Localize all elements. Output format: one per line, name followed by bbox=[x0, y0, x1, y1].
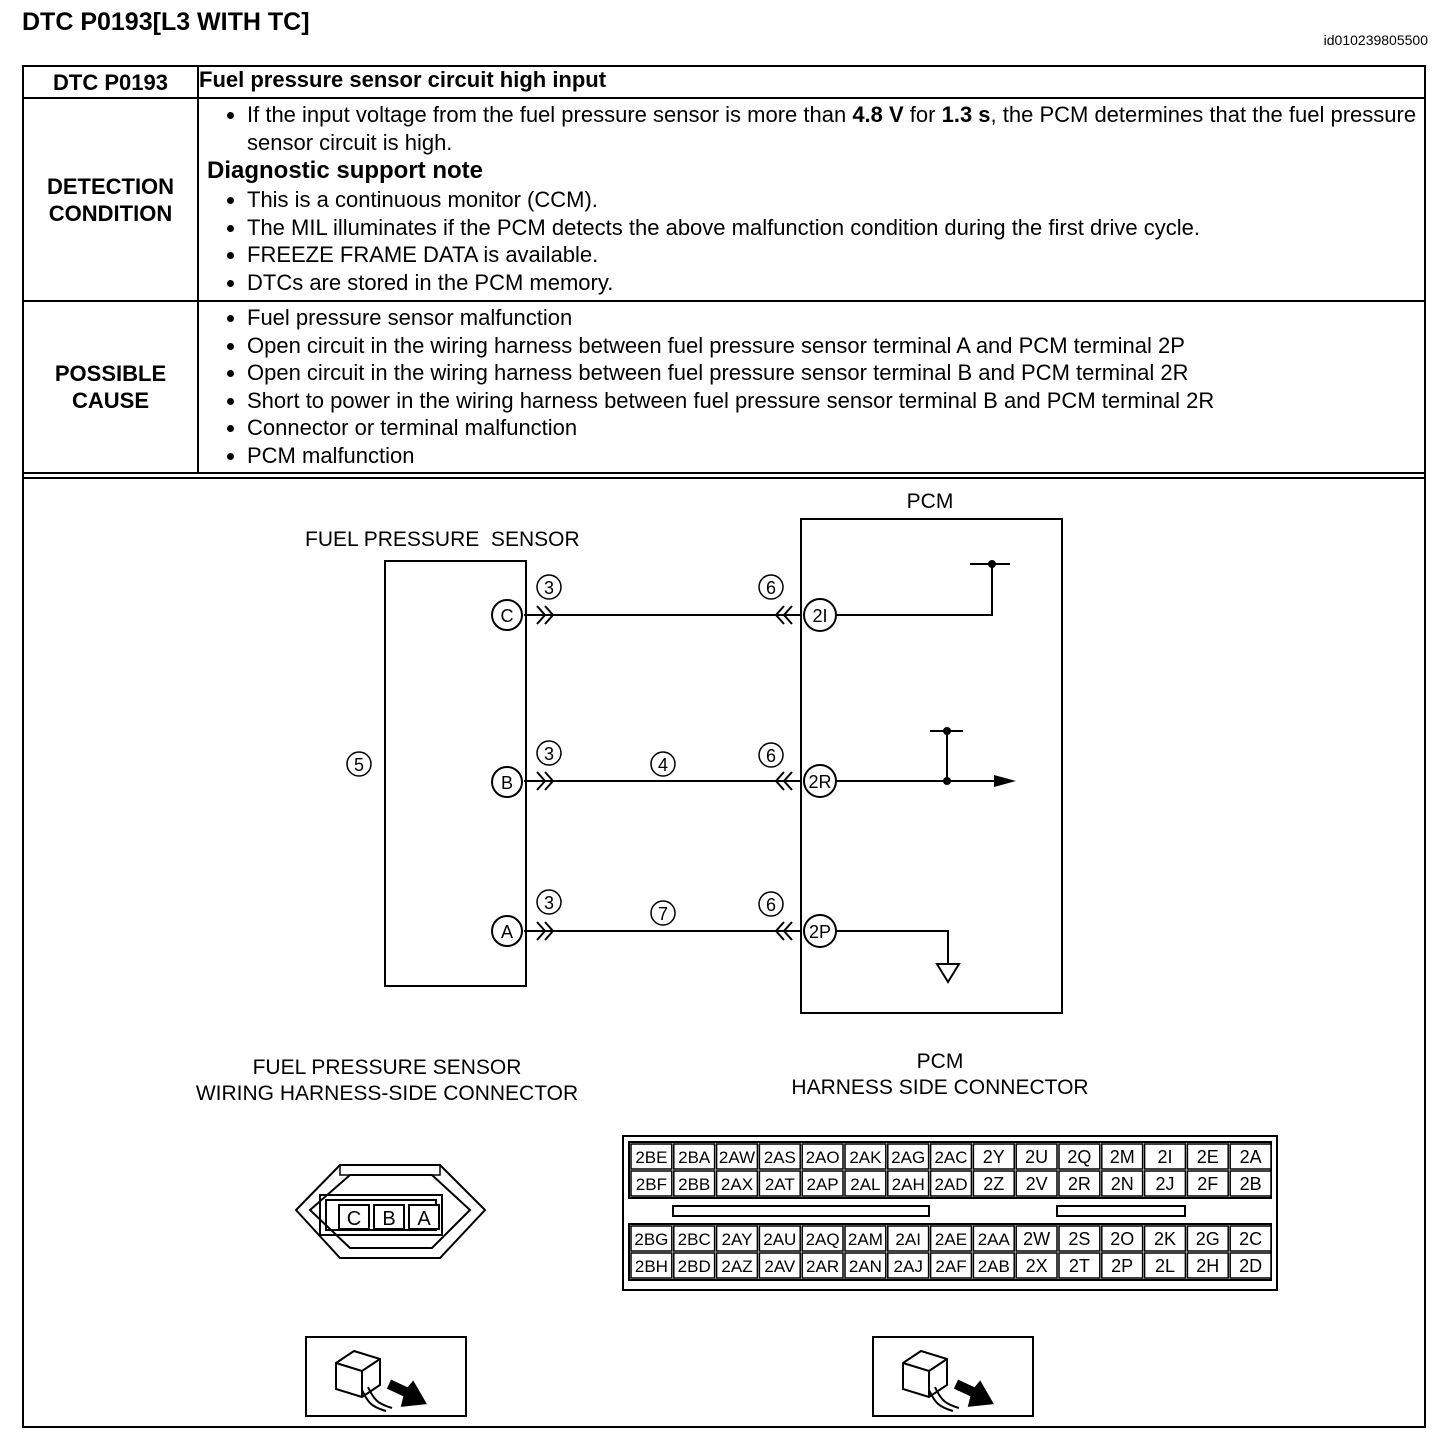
pcm-pin-label: 2AI bbox=[895, 1230, 921, 1249]
pcm-pin bbox=[631, 1253, 672, 1278]
callout-4 bbox=[651, 752, 675, 776]
svg-text:2I: 2I bbox=[812, 606, 828, 626]
pcm-pin bbox=[802, 1226, 843, 1251]
diagnostic-note-heading: Diagnostic support note bbox=[207, 157, 483, 184]
sensor-terminal-a bbox=[492, 916, 522, 946]
pcm-pin-label: 2W bbox=[1023, 1229, 1051, 1249]
pcm-pin bbox=[759, 1226, 800, 1251]
pcm-label: PCM bbox=[906, 490, 954, 513]
pcm-pin bbox=[1230, 1253, 1271, 1278]
note-item: • This is a continuous monitor (CCM). bbox=[247, 186, 1424, 214]
svg-text:6: 6 bbox=[765, 746, 777, 766]
pcm-pin bbox=[1230, 1144, 1271, 1169]
pcm-pin bbox=[717, 1171, 758, 1196]
pcm-terminal-2p bbox=[804, 915, 836, 947]
pcm-pin-label: 2Q bbox=[1067, 1147, 1092, 1167]
pcm-pin bbox=[674, 1253, 715, 1278]
pcm-pin bbox=[973, 1171, 1014, 1196]
pcm-pin-label: 2F bbox=[1197, 1174, 1219, 1194]
pcm-pin bbox=[888, 1226, 929, 1251]
callout-6 bbox=[759, 575, 783, 599]
pcm-pin-label: 2AE bbox=[934, 1230, 968, 1249]
pcm-pin bbox=[931, 1253, 972, 1278]
pcm-pin-label: 2K bbox=[1153, 1229, 1177, 1249]
pcm-pin bbox=[631, 1226, 672, 1251]
pcm-pin bbox=[1145, 1226, 1186, 1251]
pcm-pin-label: 2AF bbox=[935, 1257, 967, 1276]
pcm-pin-label: 2AO bbox=[805, 1148, 840, 1167]
pcm-pin bbox=[931, 1144, 972, 1169]
pcm-pin-label: 2R bbox=[1067, 1174, 1091, 1194]
pcm-pin bbox=[1059, 1171, 1100, 1196]
pcm-pin-label: 2Y bbox=[982, 1147, 1005, 1167]
svg-text:C: C bbox=[346, 1208, 362, 1230]
pcm-pin-label: 2BH bbox=[634, 1257, 668, 1276]
cause-label-line2: CAUSE bbox=[71, 388, 149, 413]
callout-3 bbox=[537, 741, 561, 765]
pcm-pin bbox=[802, 1171, 843, 1196]
pcm-pin bbox=[717, 1226, 758, 1251]
pcm-pin-label: 2BD bbox=[677, 1257, 711, 1276]
detection-label-line2: CONDITION bbox=[48, 200, 173, 226]
svg-text:6: 6 bbox=[765, 578, 777, 598]
pcm-pin bbox=[1145, 1144, 1186, 1169]
callout-5-num: 5 bbox=[353, 755, 365, 775]
pcm-pin bbox=[759, 1144, 800, 1169]
pcm-pin-label: 2AN bbox=[848, 1257, 882, 1276]
svg-text:A: A bbox=[417, 1208, 431, 1230]
pcm-pin-label: 2D bbox=[1239, 1256, 1263, 1276]
svg-text:7: 7 bbox=[657, 904, 669, 924]
cause-item: • Open circuit in the wiring harness between fuel pressure sensor terminal A and PCM terminal 2P bbox=[247, 332, 1424, 360]
connector-icon-sensor bbox=[306, 1337, 466, 1416]
pcm-pin bbox=[674, 1171, 715, 1196]
pcm-pin bbox=[1187, 1253, 1228, 1278]
detection-text-1: If the input voltage from the fuel pressure sensor is more than bbox=[247, 102, 853, 127]
time-threshold: 1.3 s bbox=[941, 102, 991, 127]
svg-text:3: 3 bbox=[543, 744, 555, 764]
pcm-connector-pins bbox=[631, 1144, 1271, 1278]
voltage-threshold: 4.8 V bbox=[852, 102, 904, 127]
callout-7 bbox=[651, 901, 675, 925]
svg-text:4: 4 bbox=[657, 755, 669, 775]
pcm-pin bbox=[674, 1226, 715, 1251]
sensor-label: FUEL PRESSURE SENSOR bbox=[305, 528, 580, 551]
sensor-connector-title-line1: FUEL PRESSURE SENSOR bbox=[252, 1056, 522, 1079]
pcm-pin-label: 2AD bbox=[934, 1175, 968, 1194]
connector-icon-pcm bbox=[873, 1337, 1033, 1416]
pcm-pin-label: 2AR bbox=[806, 1257, 840, 1276]
pcm-pin bbox=[802, 1144, 843, 1169]
pcm-pin-label: 2M bbox=[1109, 1147, 1135, 1167]
pcm-pin bbox=[1059, 1226, 1100, 1251]
sensor-connector-pin-a bbox=[409, 1205, 439, 1230]
cause-item: • Short to power in the wiring harness between fuel pressure sensor terminal B and PCM terminal 2R bbox=[247, 387, 1424, 415]
callout-3 bbox=[537, 890, 561, 914]
pcm-pin-label: 2E bbox=[1196, 1147, 1219, 1167]
pcm-pin-label: 2AL bbox=[850, 1175, 881, 1194]
sensor-connector-pin-c bbox=[339, 1205, 369, 1230]
pcm-pin-label: 2V bbox=[1025, 1174, 1048, 1194]
pcm-pin bbox=[1102, 1144, 1143, 1169]
detection-text-3: , the PCM determines that the fuel pressure sensor circuit is high. bbox=[247, 102, 1417, 155]
pcm-pin bbox=[1059, 1144, 1100, 1169]
pcm-pin bbox=[888, 1144, 929, 1169]
pcm-pin-label: 2Z bbox=[983, 1174, 1005, 1194]
pcm-pin-label: 2BG bbox=[634, 1230, 669, 1249]
pcm-pin bbox=[845, 1253, 886, 1278]
pcm-pin-label: 2U bbox=[1025, 1147, 1049, 1167]
callout-6 bbox=[759, 892, 783, 916]
pcm-pin-label: 2AX bbox=[720, 1175, 754, 1194]
note-item: • FREEZE FRAME DATA is available. bbox=[247, 241, 1424, 269]
pcm-pin bbox=[1230, 1171, 1271, 1196]
cause-label-line1: POSSIBLE bbox=[54, 361, 167, 386]
pcm-pin-label: 2I bbox=[1157, 1147, 1173, 1167]
pcm-pin bbox=[1145, 1253, 1186, 1278]
sensor-connector-title-line2: WIRING HARNESS-SIDE CONNECTOR bbox=[195, 1082, 579, 1105]
pcm-pin-label: 2AM bbox=[847, 1230, 883, 1249]
note-item: • DTCs are stored in the PCM memory. bbox=[247, 269, 1424, 297]
pcm-internal-supply-2i bbox=[836, 560, 1010, 615]
pcm-pin-label: 2H bbox=[1196, 1256, 1220, 1276]
pcm-pin bbox=[1016, 1171, 1057, 1196]
svg-text:2P: 2P bbox=[808, 922, 832, 942]
pcm-pin bbox=[1016, 1226, 1057, 1251]
detection-text-2: for bbox=[903, 102, 942, 127]
page-title: DTC P0193[L3 WITH TC] bbox=[22, 8, 310, 36]
pcm-pin bbox=[717, 1144, 758, 1169]
pcm-pin-label: 2AY bbox=[721, 1230, 753, 1249]
pcm-box bbox=[801, 519, 1062, 1013]
pcm-pin-label: 2AB bbox=[977, 1257, 1010, 1276]
pcm-pin bbox=[1102, 1171, 1143, 1196]
pcm-pin-label: 2AW bbox=[718, 1148, 756, 1167]
pcm-pin-label: 2AQ bbox=[805, 1230, 840, 1249]
pcm-pin-label: 2L bbox=[1154, 1256, 1176, 1276]
cause-item: • Connector or terminal malfunction bbox=[247, 414, 1424, 442]
pcm-pin-label: 2BB bbox=[678, 1175, 711, 1194]
pcm-pin-label: 2AJ bbox=[893, 1257, 923, 1276]
pcm-pin-label: 2C bbox=[1239, 1229, 1263, 1249]
pcm-pin bbox=[1016, 1144, 1057, 1169]
pcm-connector-title-line1: PCM bbox=[916, 1050, 964, 1073]
pcm-pin bbox=[845, 1226, 886, 1251]
pcm-pin bbox=[931, 1171, 972, 1196]
pcm-pin-label: 2BC bbox=[677, 1230, 711, 1249]
pcm-pin bbox=[759, 1171, 800, 1196]
pcm-pin bbox=[1230, 1226, 1271, 1251]
sensor-terminal-b bbox=[492, 767, 522, 797]
pcm-pin-label: 2P bbox=[1111, 1256, 1134, 1276]
pcm-pin-label: 2AU bbox=[763, 1230, 797, 1249]
pcm-pin-label: 2BE bbox=[635, 1148, 668, 1167]
dtc-code: DTC P0193 bbox=[23, 66, 198, 98]
pcm-pin bbox=[1059, 1253, 1100, 1278]
pcm-pin-label: 2J bbox=[1155, 1174, 1175, 1194]
pcm-pin bbox=[845, 1144, 886, 1169]
pcm-pin-label: 2BA bbox=[678, 1148, 711, 1167]
pcm-pin-label: 2G bbox=[1195, 1229, 1220, 1249]
cause-item: • Fuel pressure sensor malfunction bbox=[247, 304, 1424, 332]
pcm-pin bbox=[888, 1253, 929, 1278]
pcm-pin bbox=[973, 1253, 1014, 1278]
svg-text:B: B bbox=[382, 1208, 396, 1230]
pcm-pin bbox=[973, 1144, 1014, 1169]
pcm-pin bbox=[631, 1144, 672, 1169]
cause-item: • PCM malfunction bbox=[247, 442, 1424, 470]
pcm-pin bbox=[802, 1253, 843, 1278]
pcm-pin bbox=[931, 1226, 972, 1251]
pcm-pin bbox=[759, 1253, 800, 1278]
pcm-pin bbox=[845, 1171, 886, 1196]
ground-icon bbox=[836, 931, 959, 982]
pcm-pin-label: 2O bbox=[1110, 1229, 1135, 1249]
svg-text:6: 6 bbox=[765, 895, 777, 915]
callout-3 bbox=[537, 575, 561, 599]
pcm-connector-title-line2: HARNESS SIDE CONNECTOR bbox=[791, 1076, 1089, 1099]
pcm-pin-label: 2A bbox=[1239, 1147, 1262, 1167]
pcm-pin-label: 2T bbox=[1068, 1256, 1090, 1276]
svg-text:2R: 2R bbox=[808, 772, 832, 792]
pcm-pin bbox=[973, 1226, 1014, 1251]
pcm-pin-label: 2AZ bbox=[721, 1257, 753, 1276]
pcm-pin-label: 2X bbox=[1025, 1256, 1048, 1276]
pcm-internal-signal-2r bbox=[836, 727, 1016, 787]
pcm-pin-label: 2BF bbox=[635, 1175, 667, 1194]
pcm-pin-label: 2AP bbox=[806, 1175, 839, 1194]
pcm-pin-label: 2N bbox=[1110, 1174, 1134, 1194]
callout-6 bbox=[759, 743, 783, 767]
pcm-pin-label: 2S bbox=[1068, 1229, 1091, 1249]
pcm-pin-label: 2AS bbox=[763, 1148, 796, 1167]
dtc-description: Fuel pressure sensor circuit high input bbox=[198, 66, 1425, 98]
svg-text:C: C bbox=[500, 606, 514, 626]
pcm-pin bbox=[674, 1144, 715, 1169]
pcm-pin-label: 2AH bbox=[891, 1175, 925, 1194]
sensor-connector-pin-b bbox=[374, 1205, 404, 1230]
pcm-pin-label: 2AK bbox=[849, 1148, 882, 1167]
note-item: • The MIL illuminates if the PCM detects the above malfunction condition during the first drive cycle. bbox=[247, 214, 1424, 242]
pcm-pin-label: 2B bbox=[1239, 1174, 1262, 1194]
pcm-pin bbox=[1187, 1226, 1228, 1251]
pcm-pin bbox=[888, 1171, 929, 1196]
pcm-pin bbox=[1102, 1226, 1143, 1251]
pcm-pin-label: 2AC bbox=[934, 1148, 968, 1167]
pcm-terminal-2r bbox=[804, 765, 836, 797]
svg-text:A: A bbox=[500, 922, 514, 942]
pcm-pin bbox=[1187, 1144, 1228, 1169]
detection-label-line1: DETECTION bbox=[46, 173, 175, 199]
pcm-pin-label: 2AG bbox=[891, 1148, 926, 1167]
pcm-pin bbox=[717, 1253, 758, 1278]
svg-text:B: B bbox=[500, 773, 514, 793]
sensor-terminal-c bbox=[492, 600, 522, 630]
pcm-pin-label: 2AT bbox=[764, 1175, 795, 1194]
document-id: id010239805500 bbox=[1323, 32, 1428, 48]
pcm-pin-label: 2AA bbox=[977, 1230, 1010, 1249]
pcm-pin-label: 2AV bbox=[764, 1257, 796, 1276]
pcm-pin bbox=[631, 1171, 672, 1196]
pcm-terminal-2i bbox=[804, 599, 836, 631]
cause-item: • Open circuit in the wiring harness between fuel pressure sensor terminal B and PCM terminal 2R bbox=[247, 359, 1424, 387]
pcm-pin bbox=[1016, 1253, 1057, 1278]
svg-text:3: 3 bbox=[543, 893, 555, 913]
svg-text:3: 3 bbox=[543, 578, 555, 598]
pcm-pin bbox=[1102, 1253, 1143, 1278]
pcm-pin bbox=[1187, 1171, 1228, 1196]
pcm-pin bbox=[1145, 1171, 1186, 1196]
